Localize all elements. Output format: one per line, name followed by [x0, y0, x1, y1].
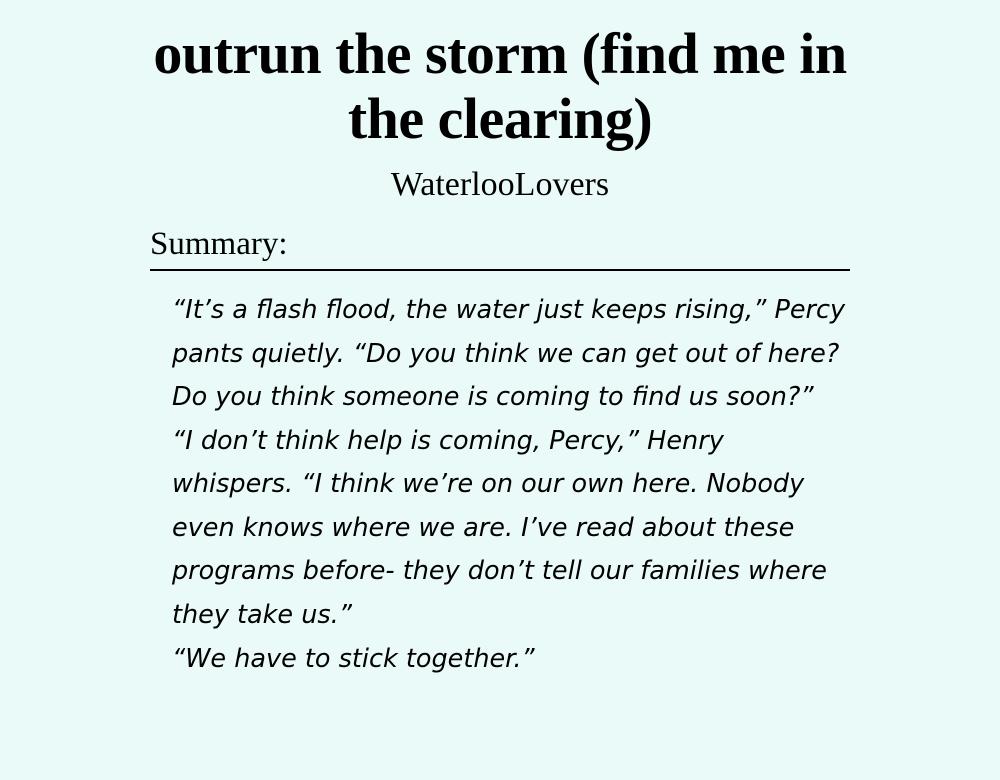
summary-paragraph: “We have to stick together.”: [172, 643, 535, 674]
summary-paragraph: “It’s a flash flood, the water just keeps rising,” Percy pants quietly. “Do you think we can get out of here? Do you think someone is coming to find us soon?”: [172, 294, 846, 413]
page-title: outrun the storm (find me in the clearing): [153, 21, 847, 151]
summary-text: [172, 289, 850, 681]
summary-paragraph: “I don’t think help is coming, Percy,” Henry whispers. “I think we’re on our own here. Nobody even knows where we are. I’ve read about these programs before- they don’t tell our families where they take us.”: [172, 425, 827, 631]
summary-section: [150, 226, 850, 681]
author-byline: WaterlooLovers: [390, 165, 610, 203]
summary-heading: Summary:: [150, 226, 850, 271]
